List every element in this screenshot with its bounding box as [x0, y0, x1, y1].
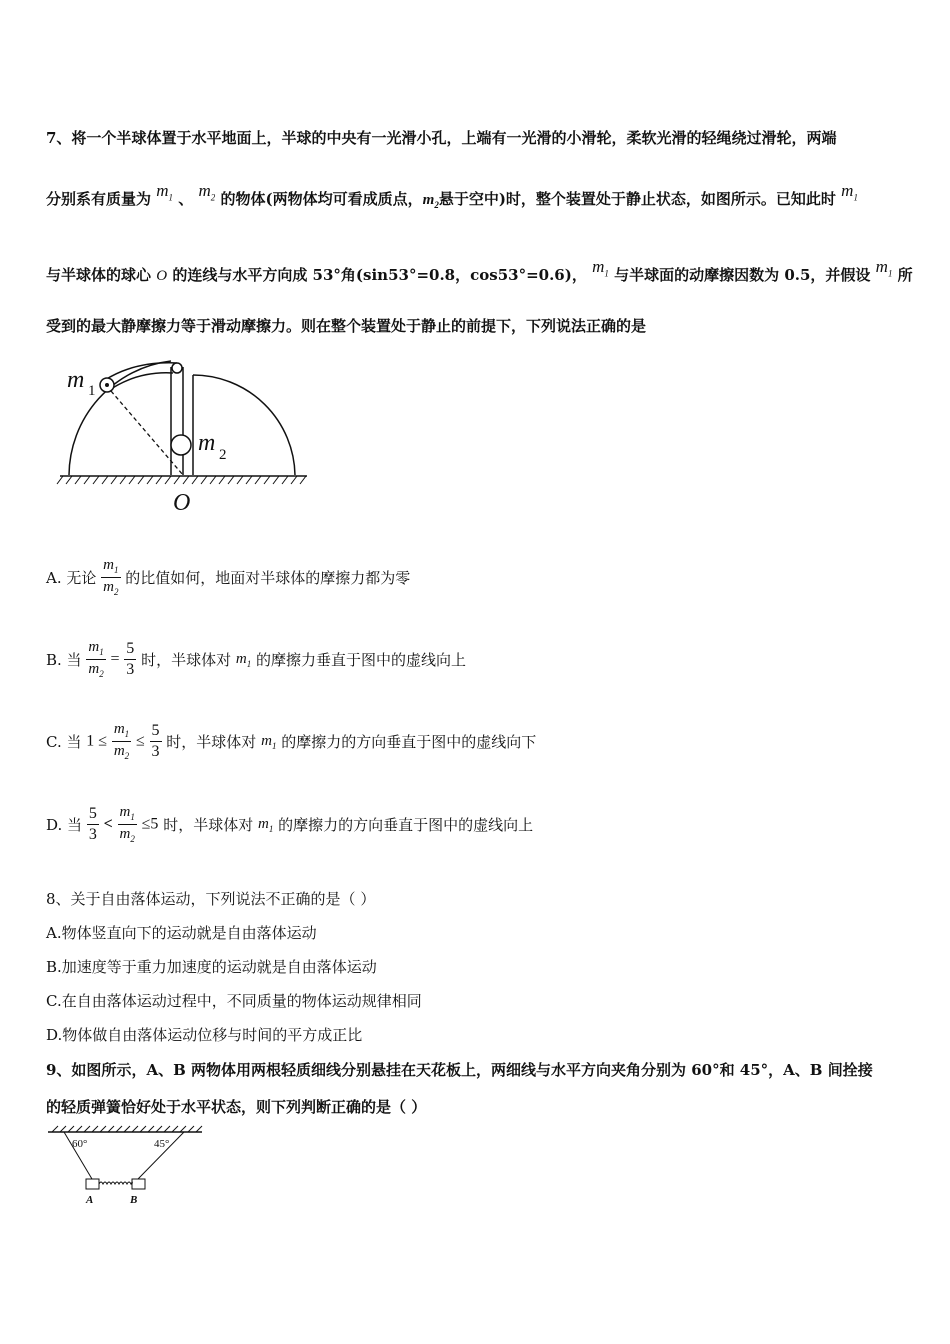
- fraction-5-3: $\frac{5}{3}$: [126, 640, 135, 678]
- hemisphere-right-arc: [193, 375, 295, 475]
- q8-option-c[interactable]: C.在自由落体运动过程中，不同质量的物体运动规律相同: [46, 992, 422, 1010]
- q7-option-a[interactable]: A. 无论 $\frac{m_1}{m_2}$ 的比值如何，地面对半球体的摩擦力都为零: [46, 557, 411, 597]
- label-a: A: [86, 1194, 94, 1206]
- angle-45: 45°: [154, 1138, 170, 1150]
- q8-option-a[interactable]: A.物体竖直向下的运动就是自由落体运动: [46, 924, 317, 942]
- label-m1: m: [67, 367, 85, 393]
- q7-line1: 7、将一个半球体置于水平地面上，半球的中央有一光滑小孔，上端有一光滑的小滑轮，柔软光滑的轻绳绕过滑轮，两端: [46, 129, 837, 147]
- ground-hatching: [57, 476, 306, 484]
- svg-text:2: 2: [219, 447, 227, 463]
- label-b: B: [130, 1194, 138, 1206]
- q7-line3-c: 与半球面的动摩擦因数为 0.5，并假设: [614, 266, 871, 284]
- spring-icon: [99, 1182, 132, 1184]
- q7-sym-m2-inline: $m_2$: [422, 192, 439, 210]
- q7-option-d[interactable]: D. 当 $\frac{5}{3}$ < $\frac{m_1}{m_2}$ ≤5 时，半球体对 $m_1$ 的摩擦力的方向垂直于图中的虚线向上: [46, 804, 534, 844]
- q7-line2-b: 、: [178, 190, 194, 208]
- q7-line2-a: 分别系有质量为: [46, 190, 152, 208]
- q7-sym-m1: $m_1$: [156, 181, 174, 203]
- q7-line3-a: 与半球体的球心: [46, 266, 152, 284]
- label-O: O: [173, 490, 191, 516]
- q7-line3: [46, 257, 913, 286]
- ratio-m1-m2: $\frac{m_1}{m_2}$: [103, 557, 119, 597]
- q7-option-c[interactable]: C. 当 1 ≤ $\frac{m_1}{m_2}$ ≤ $\frac{5}{3}$ 时，半球体对 $m_1$ 的摩擦力的方向垂直于图中的虚线向下: [46, 721, 537, 761]
- q7-line2-d: 悬于空中)时，整个装置处于静止状态，如图所示。已知此时: [438, 190, 836, 208]
- ratio-m1-m2: $\frac{m_1}{m_2}$: [119, 804, 135, 844]
- q9-line2: 的轻质弹簧恰好处于水平状态，则下列判断正确的是（ ）: [46, 1098, 427, 1116]
- q7-sym-m2: $m_2$: [198, 181, 216, 203]
- q7-line2-c: 的物体(两物体均可看成质点，: [220, 190, 423, 208]
- q7-line3-d: 所: [897, 266, 913, 284]
- q8-stem: 8、关于自由落体运动，下列说法不正确的是（ ）: [46, 890, 376, 908]
- ratio-m1-m2: $\frac{m_1}{m_2}$: [113, 721, 130, 761]
- q8-option-b[interactable]: B.加速度等于重力加速度的运动就是自由落体运动: [46, 958, 377, 976]
- fraction-5-3: $\frac{5}{3}$: [88, 805, 97, 843]
- fraction-5-3: $\frac{5}{3}$: [151, 722, 160, 760]
- q7-hemisphere-figure: [55, 355, 315, 520]
- q7-sym-m1-c: $m_1$: [875, 257, 893, 279]
- q7-line3-b: 的连线与水平方向成 53°角(sin53°=0.8，cos53°=0.6)，: [172, 266, 587, 284]
- label-m2: m: [198, 430, 216, 456]
- block-a-icon: [86, 1179, 99, 1189]
- q7-sym-O: O: [156, 268, 168, 284]
- ceiling-hatching: [52, 1126, 202, 1132]
- angle-60: 60°: [72, 1138, 88, 1150]
- q7-line2: [46, 181, 858, 210]
- q9-spring-figure: [46, 1124, 206, 1209]
- dashed-radius-line: [111, 391, 183, 475]
- pulley-icon: [172, 363, 182, 373]
- ratio-m1-m2: $\frac{m_1}{m_2}$: [88, 639, 104, 679]
- block-b-icon: [132, 1179, 145, 1189]
- q8-option-d[interactable]: D.物体做自由落体运动位移与时间的平方成正比: [46, 1026, 363, 1044]
- q9-line1: 9、如图所示，A、B 两物体用两根轻质细线分别悬挂在天花板上，两细线与水平方向夹角分别为 60°和 45°，A、B 间拴接: [46, 1061, 873, 1079]
- svg-text:1: 1: [88, 383, 96, 399]
- mass-m2-icon: [171, 435, 191, 455]
- q7-sym-m1-end: $m_1$: [841, 181, 858, 203]
- q7-line4: 受到的最大静摩擦力等于滑动摩擦力。则在整个装置处于静止的前提下，下列说法正确的是: [46, 317, 647, 335]
- q7-sym-m1-b: $m_1$: [592, 257, 609, 279]
- q7-option-b[interactable]: B. 当 $\frac{m_1}{m_2}$ = $\frac{5}{3}$ 时，半球体对 $m_1$ 的摩擦力垂直于图中的虚线向上: [46, 639, 466, 679]
